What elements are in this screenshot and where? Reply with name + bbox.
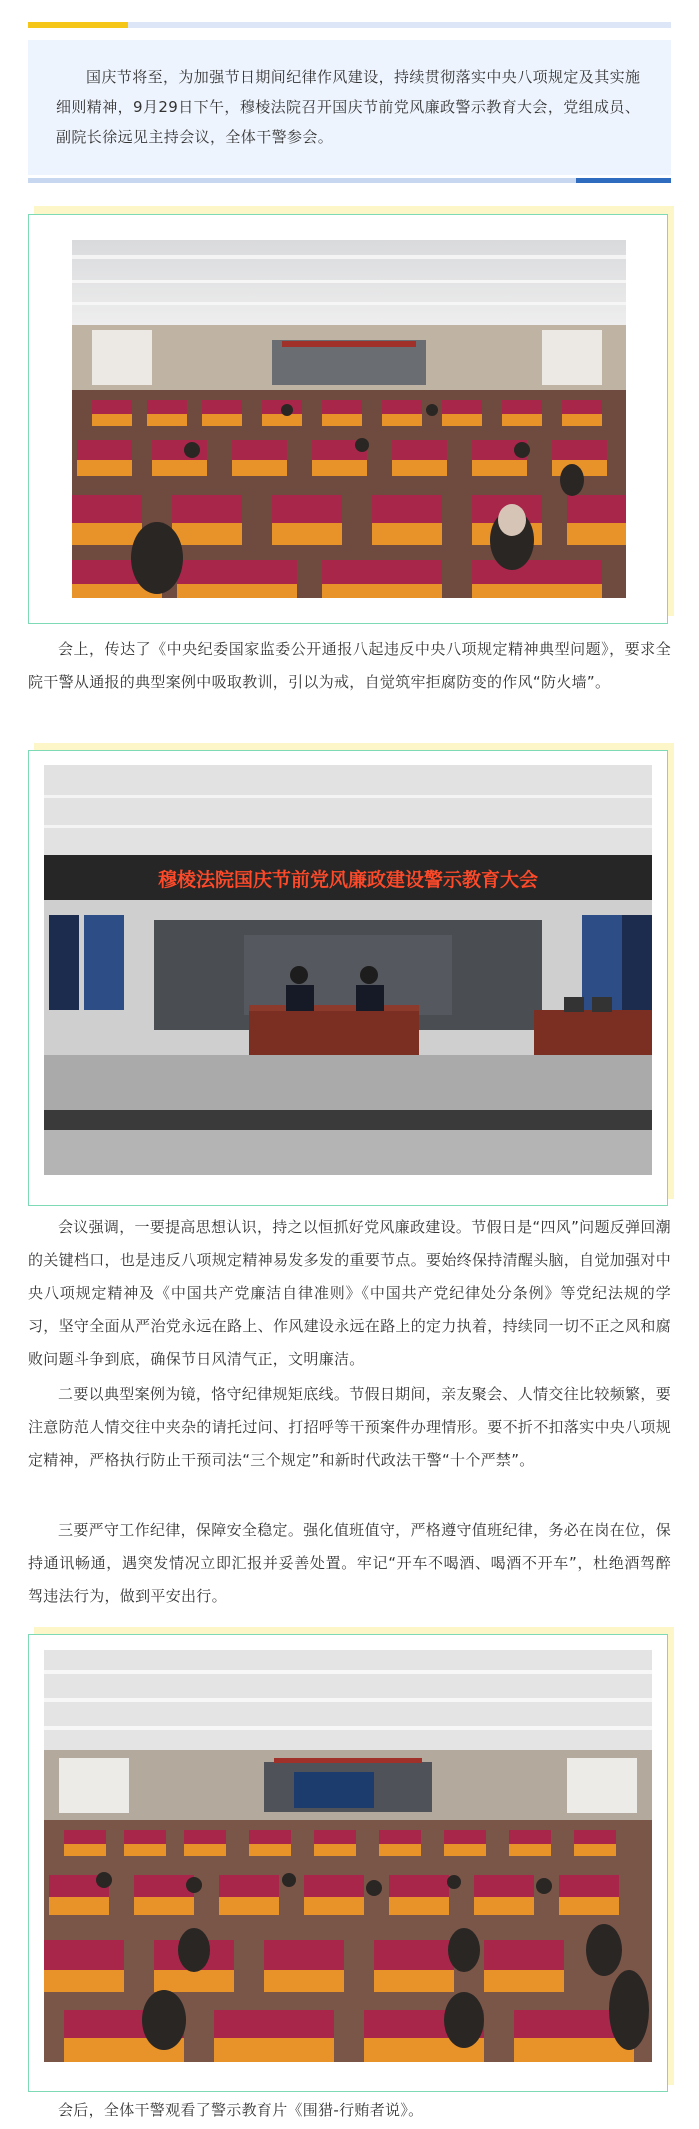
paragraph-3: 二要以典型案例为镜，恪守纪律规矩底线。节假日期间，亲友聚会、人情交往比较频繁，要注意防范人情交往中夹杂的请托过问、打招呼等干预案件办理情形。要不折不扣落实中央八项规定精神，严格执行防止干预司法“三个规定”和新时代政法干警“十个严禁”。 [28,1385,671,1469]
intro-bottom-accent [576,178,671,183]
intro-text: 国庆节将至，为加强节日期间纪律作风建设，持续贯彻落实中央八项规定及其实施细则精神，9月29日下午，穆棱法院召开国庆节前党风廉政警示教育大会，党组成员、副院长徐远见主持会议，全体干警参会。 [56,68,641,146]
photo1-image [72,240,626,598]
photo2-image [44,765,652,1175]
photo-audience-screen[interactable] [44,1650,652,2062]
stage-banner-text: 穆棱法院国庆节前党风廉政建设警示教育大会 [157,869,539,891]
photo3-image [44,1650,652,2062]
top-decor-accent [28,22,128,28]
intro-box [28,40,671,175]
top-decor-bar [28,22,671,28]
paragraph-2: 会议强调，一要提高思想认识，持之以恒抓好党风廉政建设。节假日是“四风”问题反弹回潮的关键档口，也是违反八项规定精神易发多发的重要节点。要始终保持清醒头脑，自觉加强对中央八项规定精神及《中国共产党廉洁自律准则》《中国共产党纪律处分条例》等党纪法规的学习，坚守全面从严治党永远在路上、作风建设永远在路上的定力执着，持续同一切不正之风和腐败问题斗争到底，确保节日风清气正，文明廉洁。 [28,1218,671,1368]
intro-bottom-bar [28,178,671,183]
photo-stage[interactable] [44,765,652,1175]
photo-audience-hall[interactable] [72,240,626,598]
paragraph-5: 会后，全体干警观看了警示教育片《围猎-行贿者说》。 [58,2101,424,2119]
paragraph-1: 会上，传达了《中央纪委国家监委公开通报八起违反中央八项规定精神典型问题》，要求全院干警从通报的典型案例中吸取教训，引以为戒，自觉筑牢拒腐防变的作风“防火墙”。 [28,640,671,691]
paragraph-4: 三要严守工作纪律，保障安全稳定。强化值班值守，严格遵守值班纪律，务必在岗在位，保持通讯畅通，遇突发情况立即汇报并妥善处置。牢记“开车不喝酒、喝酒不开车”，杜绝酒驾醉驾违法行为，做到平安出行。 [28,1521,671,1605]
